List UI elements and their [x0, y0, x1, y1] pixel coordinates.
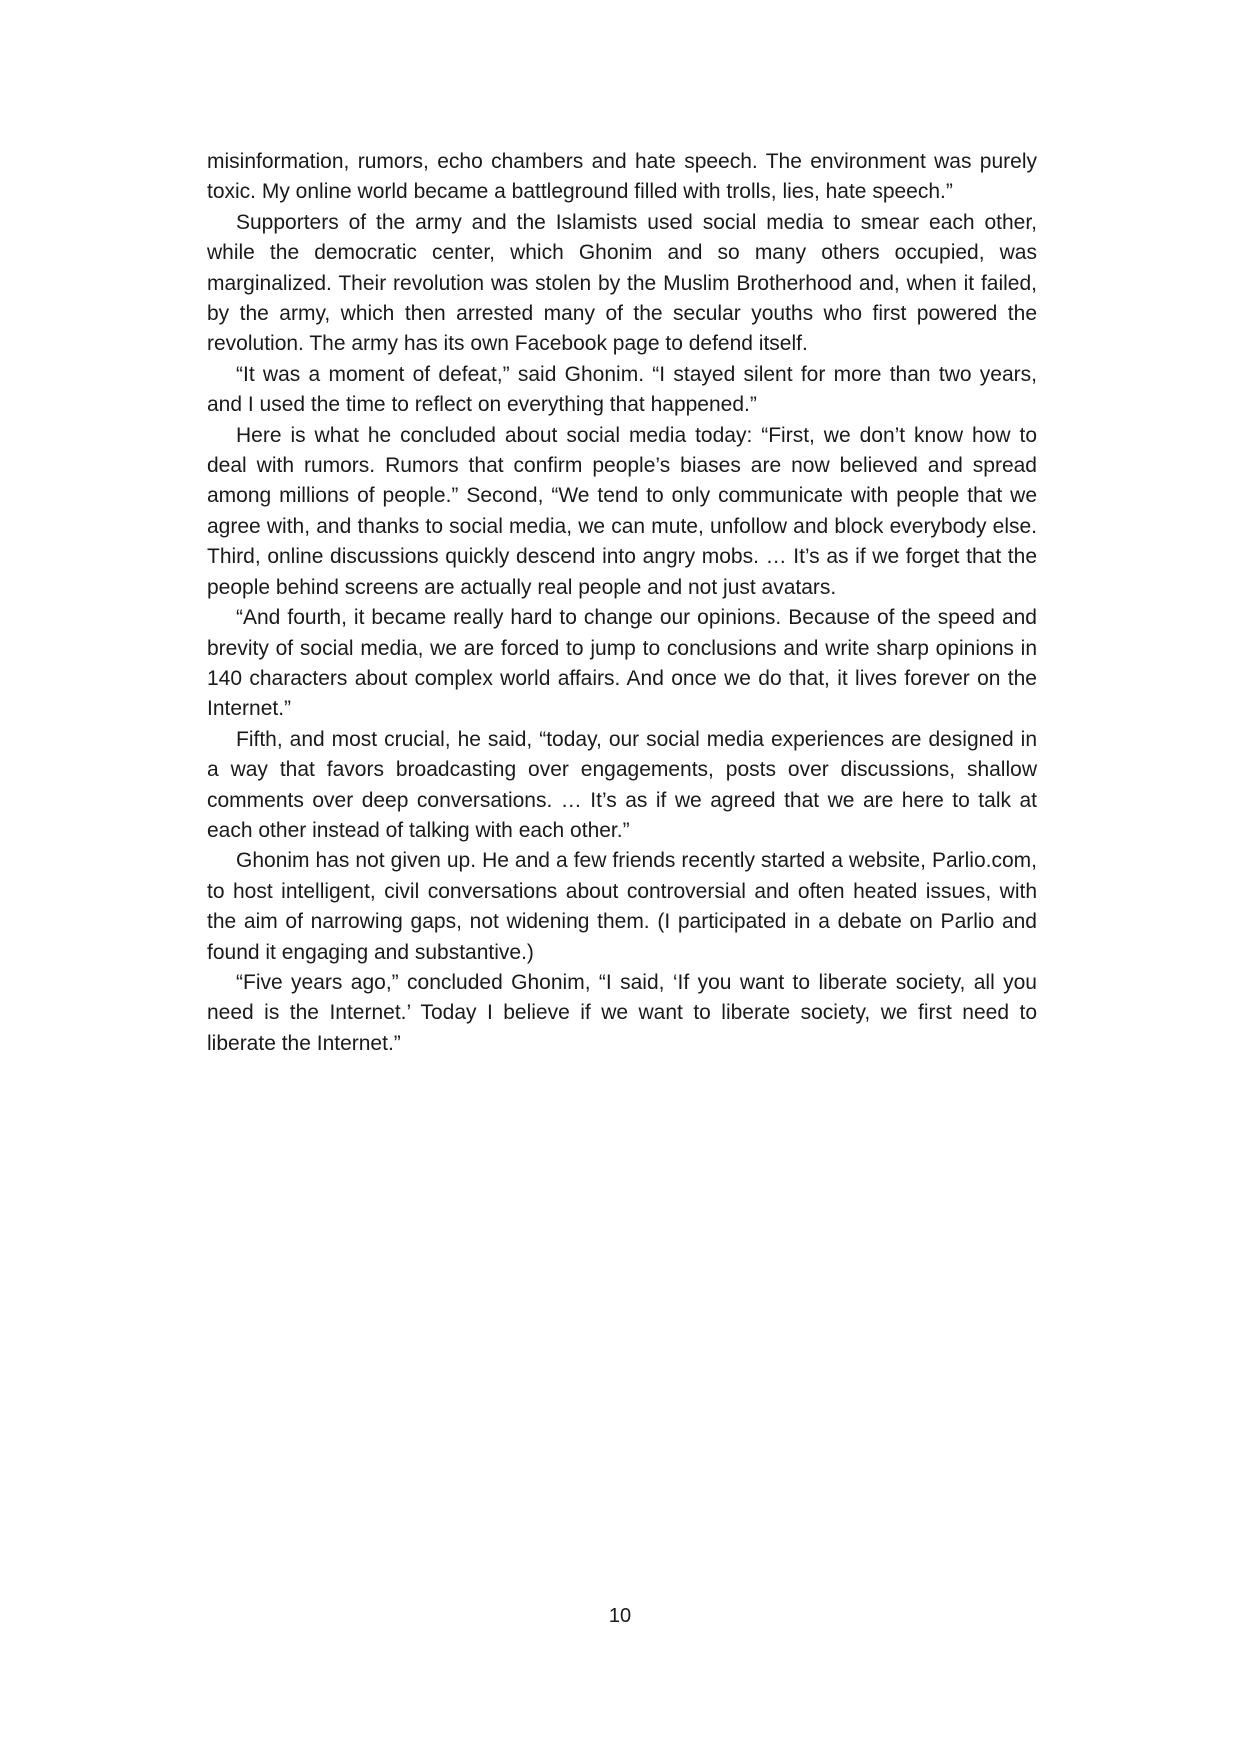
paragraph: “Five years ago,” concluded Ghonim, “I said, ‘If you want to liberate society, all you need is the Internet.’ Today I believe if we want to liberate society, we first need to liberate the Internet.” [207, 970, 1037, 1055]
body-text [207, 147, 1037, 1059]
page-number: 10 [608, 1605, 632, 1627]
paragraph: “And fourth, it became really hard to change our opinions. Because of the speed and brevity of social media, we are forced to jump to conclusions and write sharp opinions in 140 characters about complex world affairs. And once we do that, it lives forever on the Internet.” [207, 606, 1037, 721]
paragraph: Fifth, and most crucial, he said, “today, our social media experiences are designed in a way that favors broadcasting over engagements, posts over discussions, shallow comments over deep conversations. … It’s as if we agreed that we are here to talk at each other instead of talking with each other.” [207, 727, 1037, 842]
paragraph: Ghonim has not given up. He and a few friends recently started a website, Parlio.com, to host intelligent, civil conversations about controversial and often heated issues, with the aim of narrowing gaps, not widening them. (I participated in a debate on Parlio and found it engaging and substantive.) [207, 849, 1037, 964]
paragraph-continuation: misinformation, rumors, echo chambers and hate speech. The environment was purely toxic. My online world became a battleground filled with trolls, lies, hate speech.” [207, 150, 1037, 204]
paragraph: “It was a moment of defeat,” said Ghonim. “I stayed silent for more than two years, and I used the time to reflect on everything that happened.” [207, 362, 1037, 417]
paragraph: Here is what he concluded about social media today: “First, we don’t know how to deal with rumors. Rumors that confirm people’s biases are now believed and spread among millions of people.” Second, “We tend to only communicate with people that we agree with, and thanks to social media, we can mute, unfollow and block everybody else. Third, online discussions quickly descend into angry mobs. … It’s as if we forget that the people behind screens are actually real people and not just avatars. [207, 423, 1037, 599]
paragraph: Supporters of the army and the Islamists used social media to smear each other, while the democratic center, which Ghonim and so many others occupied, was marginalized. Their revolution was stolen by the Muslim Brotherhood and, when it failed, by the army, which then arrested many of the secular youths who first powered the revolution. The army has its own Facebook page to defend itself. [207, 210, 1037, 356]
